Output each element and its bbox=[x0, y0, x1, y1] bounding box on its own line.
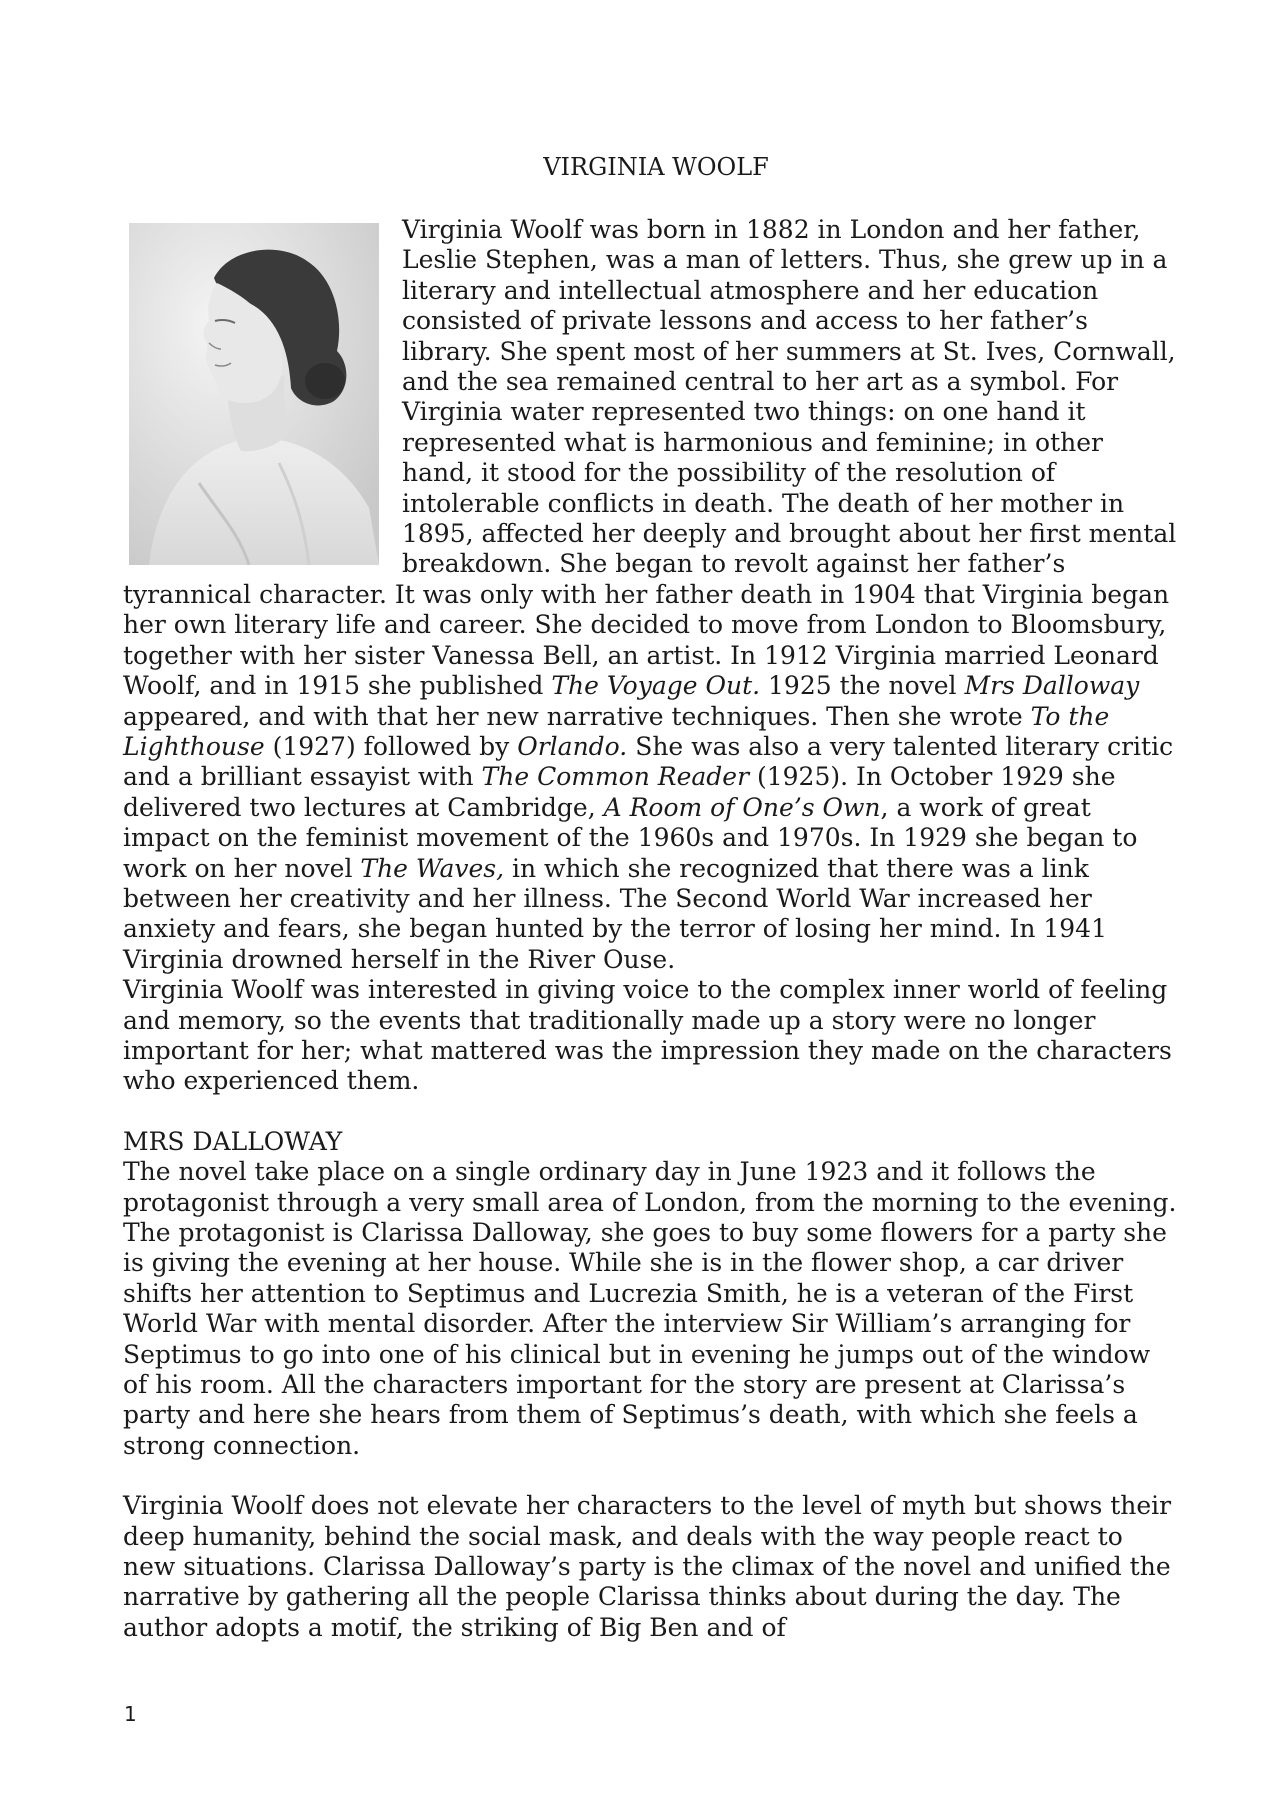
bio-text: She was also a very talented literary critic and a brilliant essayist with bbox=[123, 731, 1174, 792]
book-title-to-the-lighthouse: To the Lighthouse bbox=[123, 701, 1110, 761]
bio-text: appeared, and with that her new narrative techniques. Then she wrote bbox=[123, 701, 1031, 731]
style-paragraph: Virginia Woolf was interested in giving voice to the complex inner world of feeling and memory, so the events that traditionally made up a story were no longer important for her; what mattered was the impression they made on the characters who experienced them. bbox=[123, 975, 1172, 1096]
characters-paragraph: Virginia Woolf does not elevate her characters to the level of myth but shows their deep humanity, behind the social mask, and deals with the way people react to new situations. Clarissa Dalloway’s party is the climax of the novel and unified the narrative by gathering all the people Clarissa thinks about during the day. The author adopts a motif, the striking of Big Ben and of bbox=[123, 1491, 1172, 1642]
bio-text: (1927) followed by bbox=[264, 731, 518, 761]
bio-text: , a work of great impact on the feminist movement of the 1960s and 1970s. In 1929 she began to work on her novel bbox=[123, 792, 1138, 883]
book-title-room-of-ones-own: A Room of One’s Own bbox=[603, 792, 881, 822]
bio-text: 1925 the novel bbox=[760, 671, 965, 701]
portrait-photo bbox=[129, 223, 379, 565]
document-body bbox=[123, 215, 1178, 1643]
page-number: 1 bbox=[124, 1702, 137, 1726]
section-heading-mrs-dalloway: MRS DALLOWAY bbox=[123, 1126, 343, 1156]
book-title-the-waves: The Waves, bbox=[360, 853, 505, 883]
portrait-illustration bbox=[129, 223, 379, 565]
bio-text: in which she recognized that there was a link between her creativity and her illness. The Second World War increased her anxiety and fears, she began hunted by the terror of losing her mind. In 1941 Virginia drowned herself in the River Ouse. bbox=[123, 853, 1107, 974]
document-title: VIRGINIA WOOLF bbox=[543, 153, 769, 181]
bio-text: (1925). In October 1929 she delivered two lectures at Cambridge, bbox=[123, 762, 1116, 822]
book-title-mrs-dalloway: Mrs Dalloway bbox=[964, 671, 1140, 701]
bio-text: Virginia Woolf was born in 1882 in London and her father, Leslie Stephen, was a man of letters. Thus, she grew up in a literary and intellectual atmosphere and her education consisted of private lessons and access to her father’s library. She spent most of her summers at St. Ives, Cornwall, and the sea remained central to her art as a symbol. For Virginia water represented two things: on one hand it represented what is harmonious and feminine; in other hand, it stood for the possibility of the resolution of intolerable conflicts in death. The death of her mother in 1895, affected her deeply and brought about her first mental breakdown. She began to revolt against her father’s tyrannical character. It was only with her father death in 1904 that Virginia began her own literary life and career. She decided to move from London to Bloomsbury, together with her sister Vanessa Bell, an artist. In 1912 Virginia married Leonard Woolf, and in 1915 she published bbox=[123, 215, 1177, 701]
book-title-common-reader: The Common Reader bbox=[481, 762, 750, 792]
book-title-orlando: Orlando. bbox=[517, 731, 628, 761]
mrs-dalloway-paragraph: The novel take place on a single ordinary day in June 1923 and it follows the protagonist through a very small area of London, from the morning to the evening. The protagonist is Clarissa Dalloway, she goes to buy some flowers for a party she is giving the evening at her house. While she is in the flower shop, a car driver shifts her attention to Septimus and Lucrezia Smith, he is a veteran of the First World War with mental disorder. After the interview Sir William’s arranging for Septimus to go into one of his clinical but in evening he jumps out of the window of his room. All the characters important for the story are present at Clarissa’s party and here she hears from them of Septimus’s death, with which she feels a strong connection. bbox=[123, 1157, 1177, 1460]
book-title-voyage-out: The Voyage Out. bbox=[551, 671, 761, 701]
